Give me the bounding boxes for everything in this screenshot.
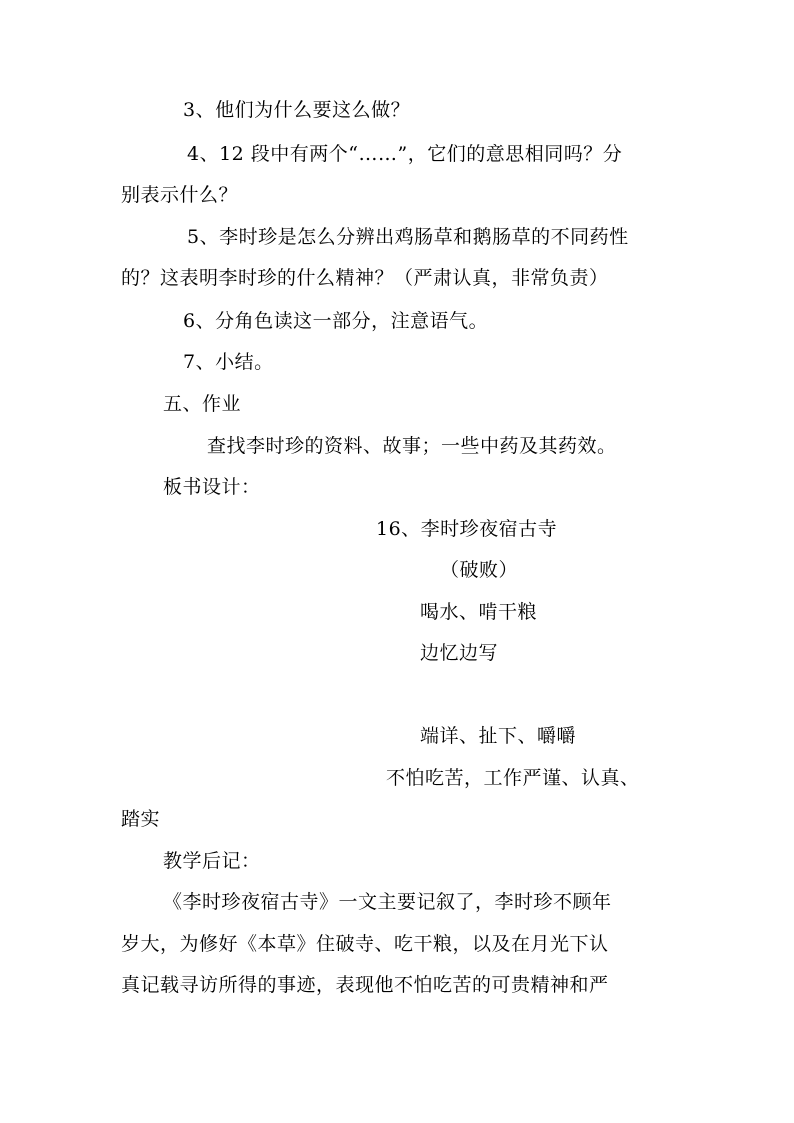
question-4-line-2: 别表示什么？ [121,184,239,206]
question-3: 3、他们为什么要这么做？ [183,99,411,121]
question-5-line-1: 5、李时珍是怎么分辨出鸡肠草和鹅肠草的不同药性 [187,226,629,248]
homework-text: 查找李时珍的资料、故事；一些中药及其药效。 [207,435,617,457]
question-7: 7、小结。 [183,351,274,373]
board-line-2: 喝水、啃干粮 [420,601,538,623]
question-6: 6、分角色读这一部分，注意语气。 [183,310,489,332]
board-line-5: 不怕吃苦，工作严谨、认真、 [386,767,640,789]
section-heading-homework: 五、作业 [163,393,242,415]
reflection-paragraph-line-3: 真记载寻访所得的事迹，表现他不怕吃苦的可贵精神和严 [121,974,609,996]
reflection-label: 教学后记： [163,850,261,872]
reflection-paragraph-line-1: 《李时珍夜宿古寺》一文主要记叙了，李时珍不顾年 [163,891,612,913]
board-line-1: （破败） [440,559,519,581]
board-line-3: 边忆边写 [420,642,499,664]
reflection-paragraph-line-2: 岁大，为修好《本草》住破寺、吃干粮，以及在月光下认 [121,933,609,955]
board-title: 16、李时珍夜宿古寺 [376,518,558,540]
board-design-label: 板书设计： [163,476,261,498]
question-5-line-2: 的？这表明李时珍的什么精神？（严肃认真，非常负责） [121,267,609,289]
board-line-6: 踏实 [121,808,161,830]
question-4-line-1: 4、12 段中有两个“……”，它们的意思相同吗？分 [187,143,623,165]
board-line-4: 端详、扯下、嚼嚼 [420,725,577,747]
